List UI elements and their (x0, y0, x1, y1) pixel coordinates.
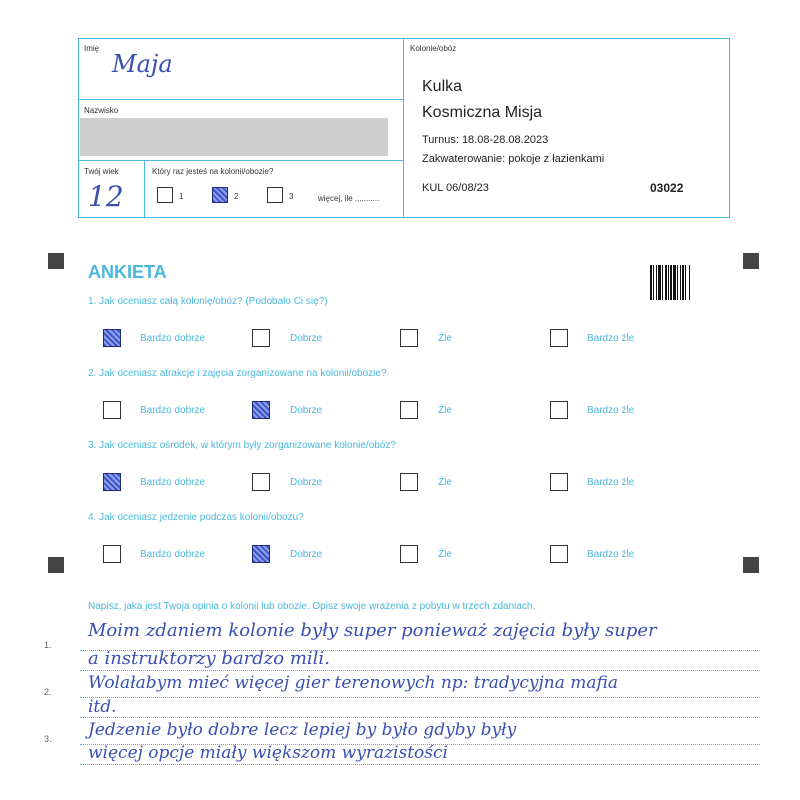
option-label: Dobrze (290, 405, 323, 416)
question-text: 4. Jak oceniasz jedzenie podczas kolonii/obozu? (88, 512, 304, 523)
q1-checkbox-4[interactable] (550, 329, 568, 347)
q3-checkbox-1[interactable] (103, 473, 121, 491)
q2-checkbox-1[interactable] (103, 401, 121, 419)
times-option-label: 3 (289, 192, 294, 201)
option-label: Bardzo źle (587, 333, 635, 344)
age-label: Twój wiek (84, 167, 119, 176)
option-label: Źle (438, 549, 452, 560)
times-option-label: 2 (234, 192, 239, 201)
handwriting-line: Moim zdaniem kolonie były super ponieważ zajęcia były super (88, 620, 657, 641)
line-number: 3. (44, 734, 52, 744)
times-more-label: więcej, ile ........... (318, 194, 380, 203)
times-option-label: 1 (179, 192, 184, 201)
answer-line (80, 764, 760, 765)
q2-checkbox-2[interactable] (252, 401, 270, 419)
barcode-bar (677, 265, 678, 300)
camp-label: Kolonie/obóz (410, 44, 457, 53)
q4-checkbox-2[interactable] (252, 545, 270, 563)
q2-checkbox-3[interactable] (400, 401, 418, 419)
barcode-bar (685, 265, 686, 300)
option-label: Bardzo źle (587, 549, 635, 560)
q2-checkbox-4[interactable] (550, 401, 568, 419)
times-checkbox-1[interactable] (157, 187, 173, 203)
form-number: 03022 (650, 181, 684, 195)
barcode-bar (665, 265, 667, 300)
handwriting-line: więcej opcje miały większom wyrazistości (88, 743, 448, 763)
corner-marker (48, 253, 64, 269)
barcode-bar (662, 265, 663, 300)
survey-title: ANKIETA (88, 262, 167, 282)
answer-line (80, 697, 760, 698)
surname-label: Nazwisko (84, 106, 119, 115)
option-label: Źle (438, 477, 452, 488)
camp-name1: Kulka (422, 78, 463, 95)
q1-checkbox-1[interactable] (103, 329, 121, 347)
accommodation: Zakwaterowanie: pokoje z łazienkami (422, 153, 605, 165)
barcode-bar (682, 265, 684, 300)
barcode-bar (673, 265, 676, 300)
option-label: Źle (438, 405, 452, 416)
name-value: Maja (112, 50, 173, 78)
corner-marker (743, 253, 759, 269)
barcode (650, 265, 702, 300)
header-divider-vertical (403, 38, 404, 218)
q3-checkbox-4[interactable] (550, 473, 568, 491)
q4-checkbox-4[interactable] (550, 545, 568, 563)
line-number: 2. (44, 687, 52, 697)
corner-marker (743, 557, 759, 573)
q3-checkbox-3[interactable] (400, 473, 418, 491)
question-text: 1. Jak oceniasz całą kolonię/obóz? (Podobało Ci się?) (88, 296, 328, 307)
option-label: Bardzo dobrze (140, 477, 206, 488)
barcode-bar (668, 265, 669, 300)
barcode-bar (658, 265, 661, 300)
q1-checkbox-3[interactable] (400, 329, 418, 347)
opinion-prompt: Napisz, jaka jest Twoja opinia o kolonii lub obozie. Opisz swoje wrażenia z pobytu w trzech zdaniach. (88, 601, 536, 612)
age-value: 12 (88, 180, 124, 213)
question-text: 2. Jak oceniasz atrakcje i zajęcia zorganizowane na kolonii/obozie? (88, 368, 387, 379)
line-number: 1. (44, 640, 52, 650)
option-label: Bardzo dobrze (140, 549, 206, 560)
header-divider-name (78, 99, 403, 100)
handwriting-line: a instruktorzy bardzo mili. (88, 648, 330, 669)
surname-redaction (80, 118, 388, 156)
header-divider-surname (78, 160, 403, 161)
question-text: 3. Jak oceniasz ośrodek, w którym były zorganizowane kolonie/obóz? (88, 440, 396, 451)
handwriting-line: Wolałabym mieć więcej gier terenowych np: tradycyjna mafia (88, 673, 618, 693)
barcode-bar (680, 265, 681, 300)
option-label: Bardzo źle (587, 477, 635, 488)
times-checkbox-3[interactable] (267, 187, 283, 203)
option-label: Dobrze (290, 333, 323, 344)
barcode-bar (653, 265, 654, 300)
q4-checkbox-1[interactable] (103, 545, 121, 563)
corner-marker (48, 557, 64, 573)
q4-checkbox-3[interactable] (400, 545, 418, 563)
barcode-bar (670, 265, 672, 300)
option-label: Bardzo źle (587, 405, 635, 416)
name-label: Imię (84, 44, 100, 53)
q1-checkbox-2[interactable] (252, 329, 270, 347)
barcode-bar (689, 265, 690, 300)
barcode-bar (650, 265, 652, 300)
q3-checkbox-2[interactable] (252, 473, 270, 491)
header-divider-age (144, 160, 145, 218)
option-label: Dobrze (290, 477, 323, 488)
times-checkbox-2[interactable] (212, 187, 228, 203)
turnus: Turnus: 18.08-28.08.2023 (422, 134, 549, 146)
times-label: Który raz jesteś na kolonii/obozie? (152, 167, 274, 176)
handwriting-line: Jedzenie było dobre lecz lepiej by było gdyby były (88, 720, 517, 740)
answer-line (80, 717, 760, 718)
camp-code: KUL 06/08/23 (422, 182, 489, 194)
option-label: Bardzo dobrze (140, 405, 206, 416)
option-label: Bardzo dobrze (140, 333, 206, 344)
option-label: Dobrze (290, 549, 323, 560)
answer-line (80, 670, 760, 671)
option-label: Źle (438, 333, 452, 344)
barcode-bar (656, 265, 657, 300)
camp-name2: Kosmiczna Misja (422, 104, 543, 121)
handwriting-line: itd. (88, 697, 117, 717)
